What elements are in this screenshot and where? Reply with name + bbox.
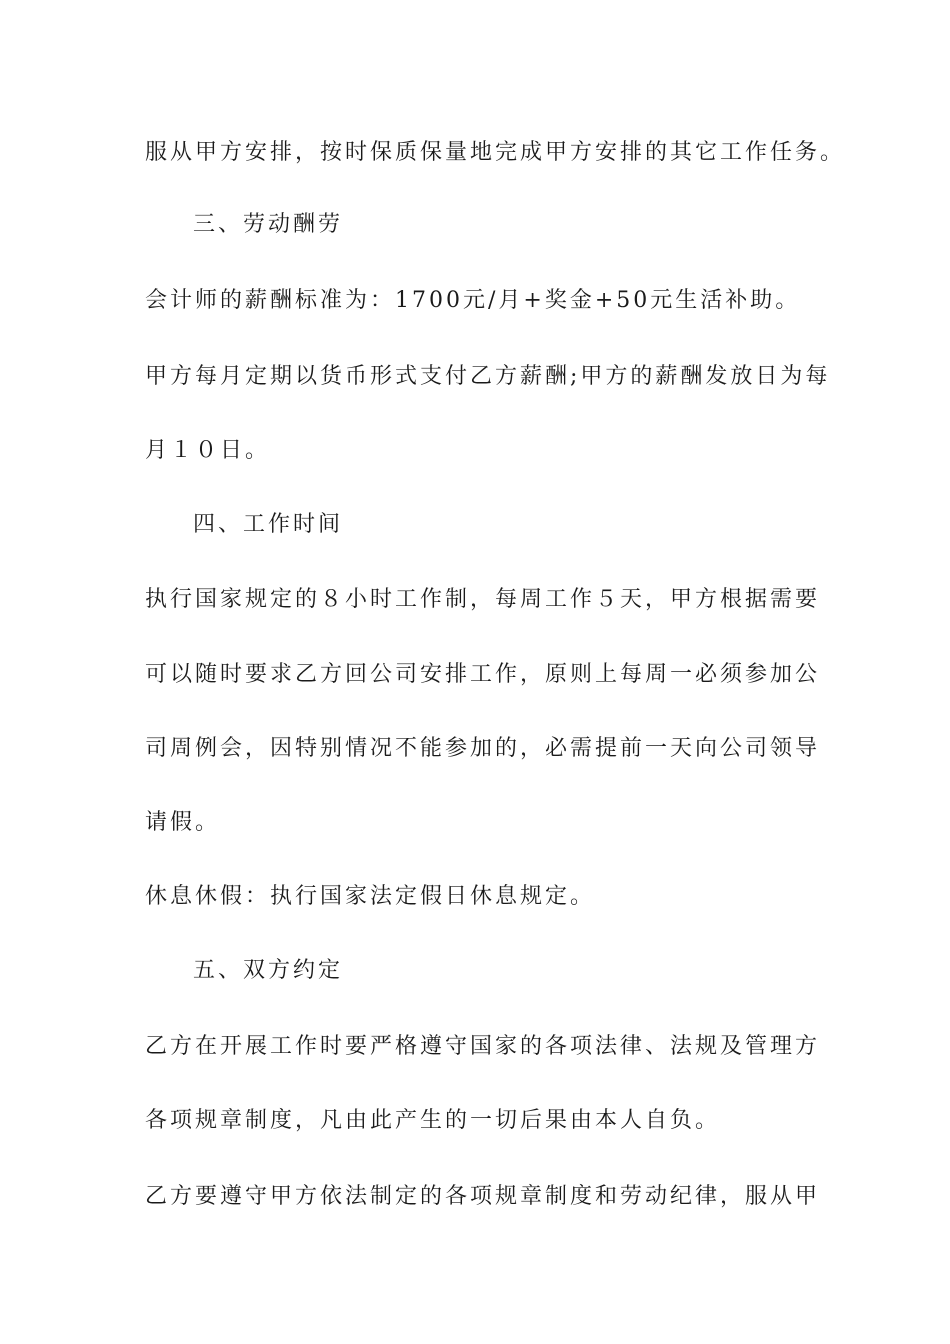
paragraph-line: 各项规章制度，凡由此产生的一切后果由本人自负。 <box>145 1108 721 1133</box>
paragraph-line: 请假。 <box>145 810 221 835</box>
paragraph-line: 司周例会，因特别情况不能参加的，必需提前一天向公司领导 <box>145 736 821 761</box>
paragraph-line: 执行国家规定的８小时工作制，每周工作５天，甲方根据需要 <box>145 587 821 612</box>
paragraph-line: 服从甲方安排，按时保质保量地完成甲方安排的其它工作任务。 <box>145 140 846 165</box>
paragraph-line: 乙方要遵守甲方依法制定的各项规章制度和劳动纪律，服从甲 <box>145 1184 821 1209</box>
paragraph-line: 甲方每月定期以货币形式支付乙方薪酬;甲方的薪酬发放日为每 <box>145 364 831 389</box>
paragraph-line: 乙方在开展工作时要严格遵守国家的各项法律、法规及管理方 <box>145 1034 821 1059</box>
paragraph-line: 月１０日。 <box>145 438 271 463</box>
section-heading-agreement: 五、双方约定 <box>193 958 344 983</box>
section-heading-remuneration: 三、劳动酬劳 <box>193 212 344 237</box>
paragraph-line: 可以随时要求乙方回公司安排工作，原则上每周一必须参加公 <box>145 662 821 687</box>
section-heading-working-hours: 四、工作时间 <box>193 512 344 537</box>
paragraph-line: 会计师的薪酬标准为：1700元/月+奖金+50元生活补助。 <box>145 288 801 313</box>
paragraph-line: 休息休假：执行国家法定假日休息规定。 <box>145 884 596 909</box>
